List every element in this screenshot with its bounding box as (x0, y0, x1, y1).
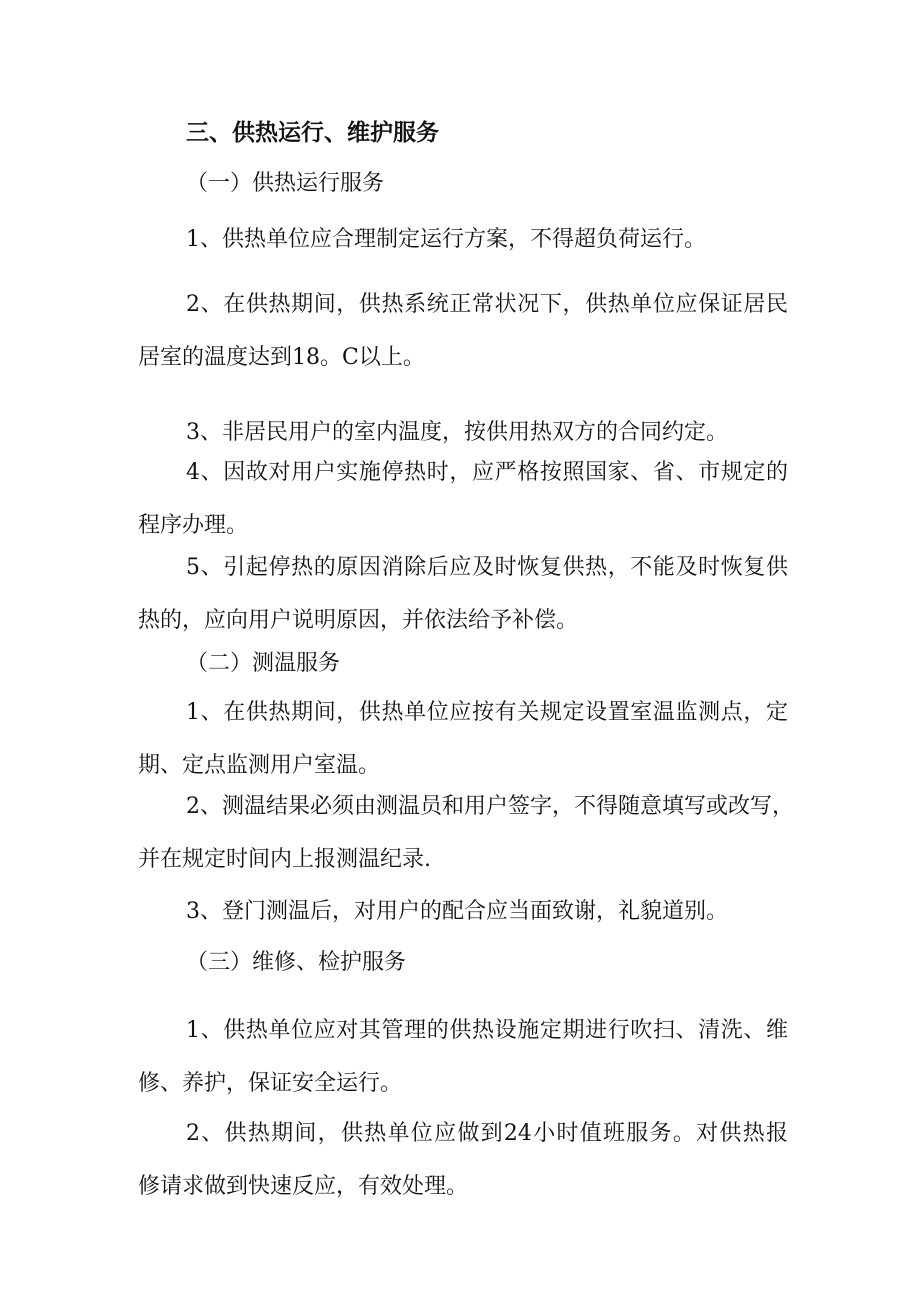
subsection-heading-temperature: （二）测温服务 (186, 651, 341, 676)
paragraph-line: 2、测温结果必须由测温员和用户签字，不得随意填写或改写， (186, 794, 794, 819)
paragraph-line: 1、在供热期间，供热单位应按有关规定设置室温监测点，定 (186, 700, 788, 725)
paragraph-maintenance-2 (138, 1107, 788, 1213)
paragraph-line: 2、在供热期间，供热系统正常状况下，供热单位应保证居民 (186, 292, 788, 317)
paragraph-line: 4、因故对用户实施停热时，应严格按照国家、省、市规定的 (186, 460, 788, 485)
paragraph-line: 居室的温度达到18。C以上。 (138, 345, 425, 370)
paragraph-line: 3、登门测温后，对用户的配合应当面致谢，礼貌道别。 (186, 899, 728, 924)
paragraph-temperature-1 (138, 686, 788, 792)
paragraph-line: 期、定点监测用户室温。 (138, 753, 381, 778)
paragraph-line: 并在规定时间内上报测温纪录. (138, 847, 431, 872)
paragraph-line: 3、非居民用户的室内温度，按供用热双方的合同约定。 (186, 420, 728, 445)
paragraph-temperature-3 (138, 885, 788, 938)
paragraph-operation-1 (138, 213, 788, 266)
section-title: 三、供热运行、维护服务 (186, 119, 439, 146)
paragraph-operation-4 (138, 446, 788, 552)
paragraph-line: 5、引起停热的原因消除后应及时恢复供热，不能及时恢复供 (186, 555, 788, 580)
paragraph-line: 1、供热单位应对其管理的供热设施定期进行吹扫、清洗、维 (186, 1018, 788, 1043)
paragraph-line: 修、养护，保证安全运行。 (138, 1071, 403, 1096)
paragraph-maintenance-1 (138, 1004, 788, 1110)
paragraph-operation-5 (138, 541, 788, 647)
paragraph-temperature-2 (138, 780, 794, 886)
paragraph-line: 1、供热单位应合理制定运行方案，不得超负荷运行。 (186, 227, 706, 252)
subsection-heading-maintenance: （三）维修、检护服务 (186, 950, 407, 975)
paragraph-line: 程序办理。 (138, 513, 249, 538)
paragraph-operation-2 (138, 278, 788, 384)
paragraph-line: 热的，应向用户说明原因，并依法给予补偿。 (138, 608, 579, 633)
paragraph-line: 修请求做到快速反应，有效处理。 (138, 1174, 469, 1199)
subsection-heading-operation: （一）供热运行服务 (186, 171, 385, 196)
paragraph-line: 2、供热期间，供热单位应做到24小时值班服务。对供热报 (186, 1121, 788, 1146)
